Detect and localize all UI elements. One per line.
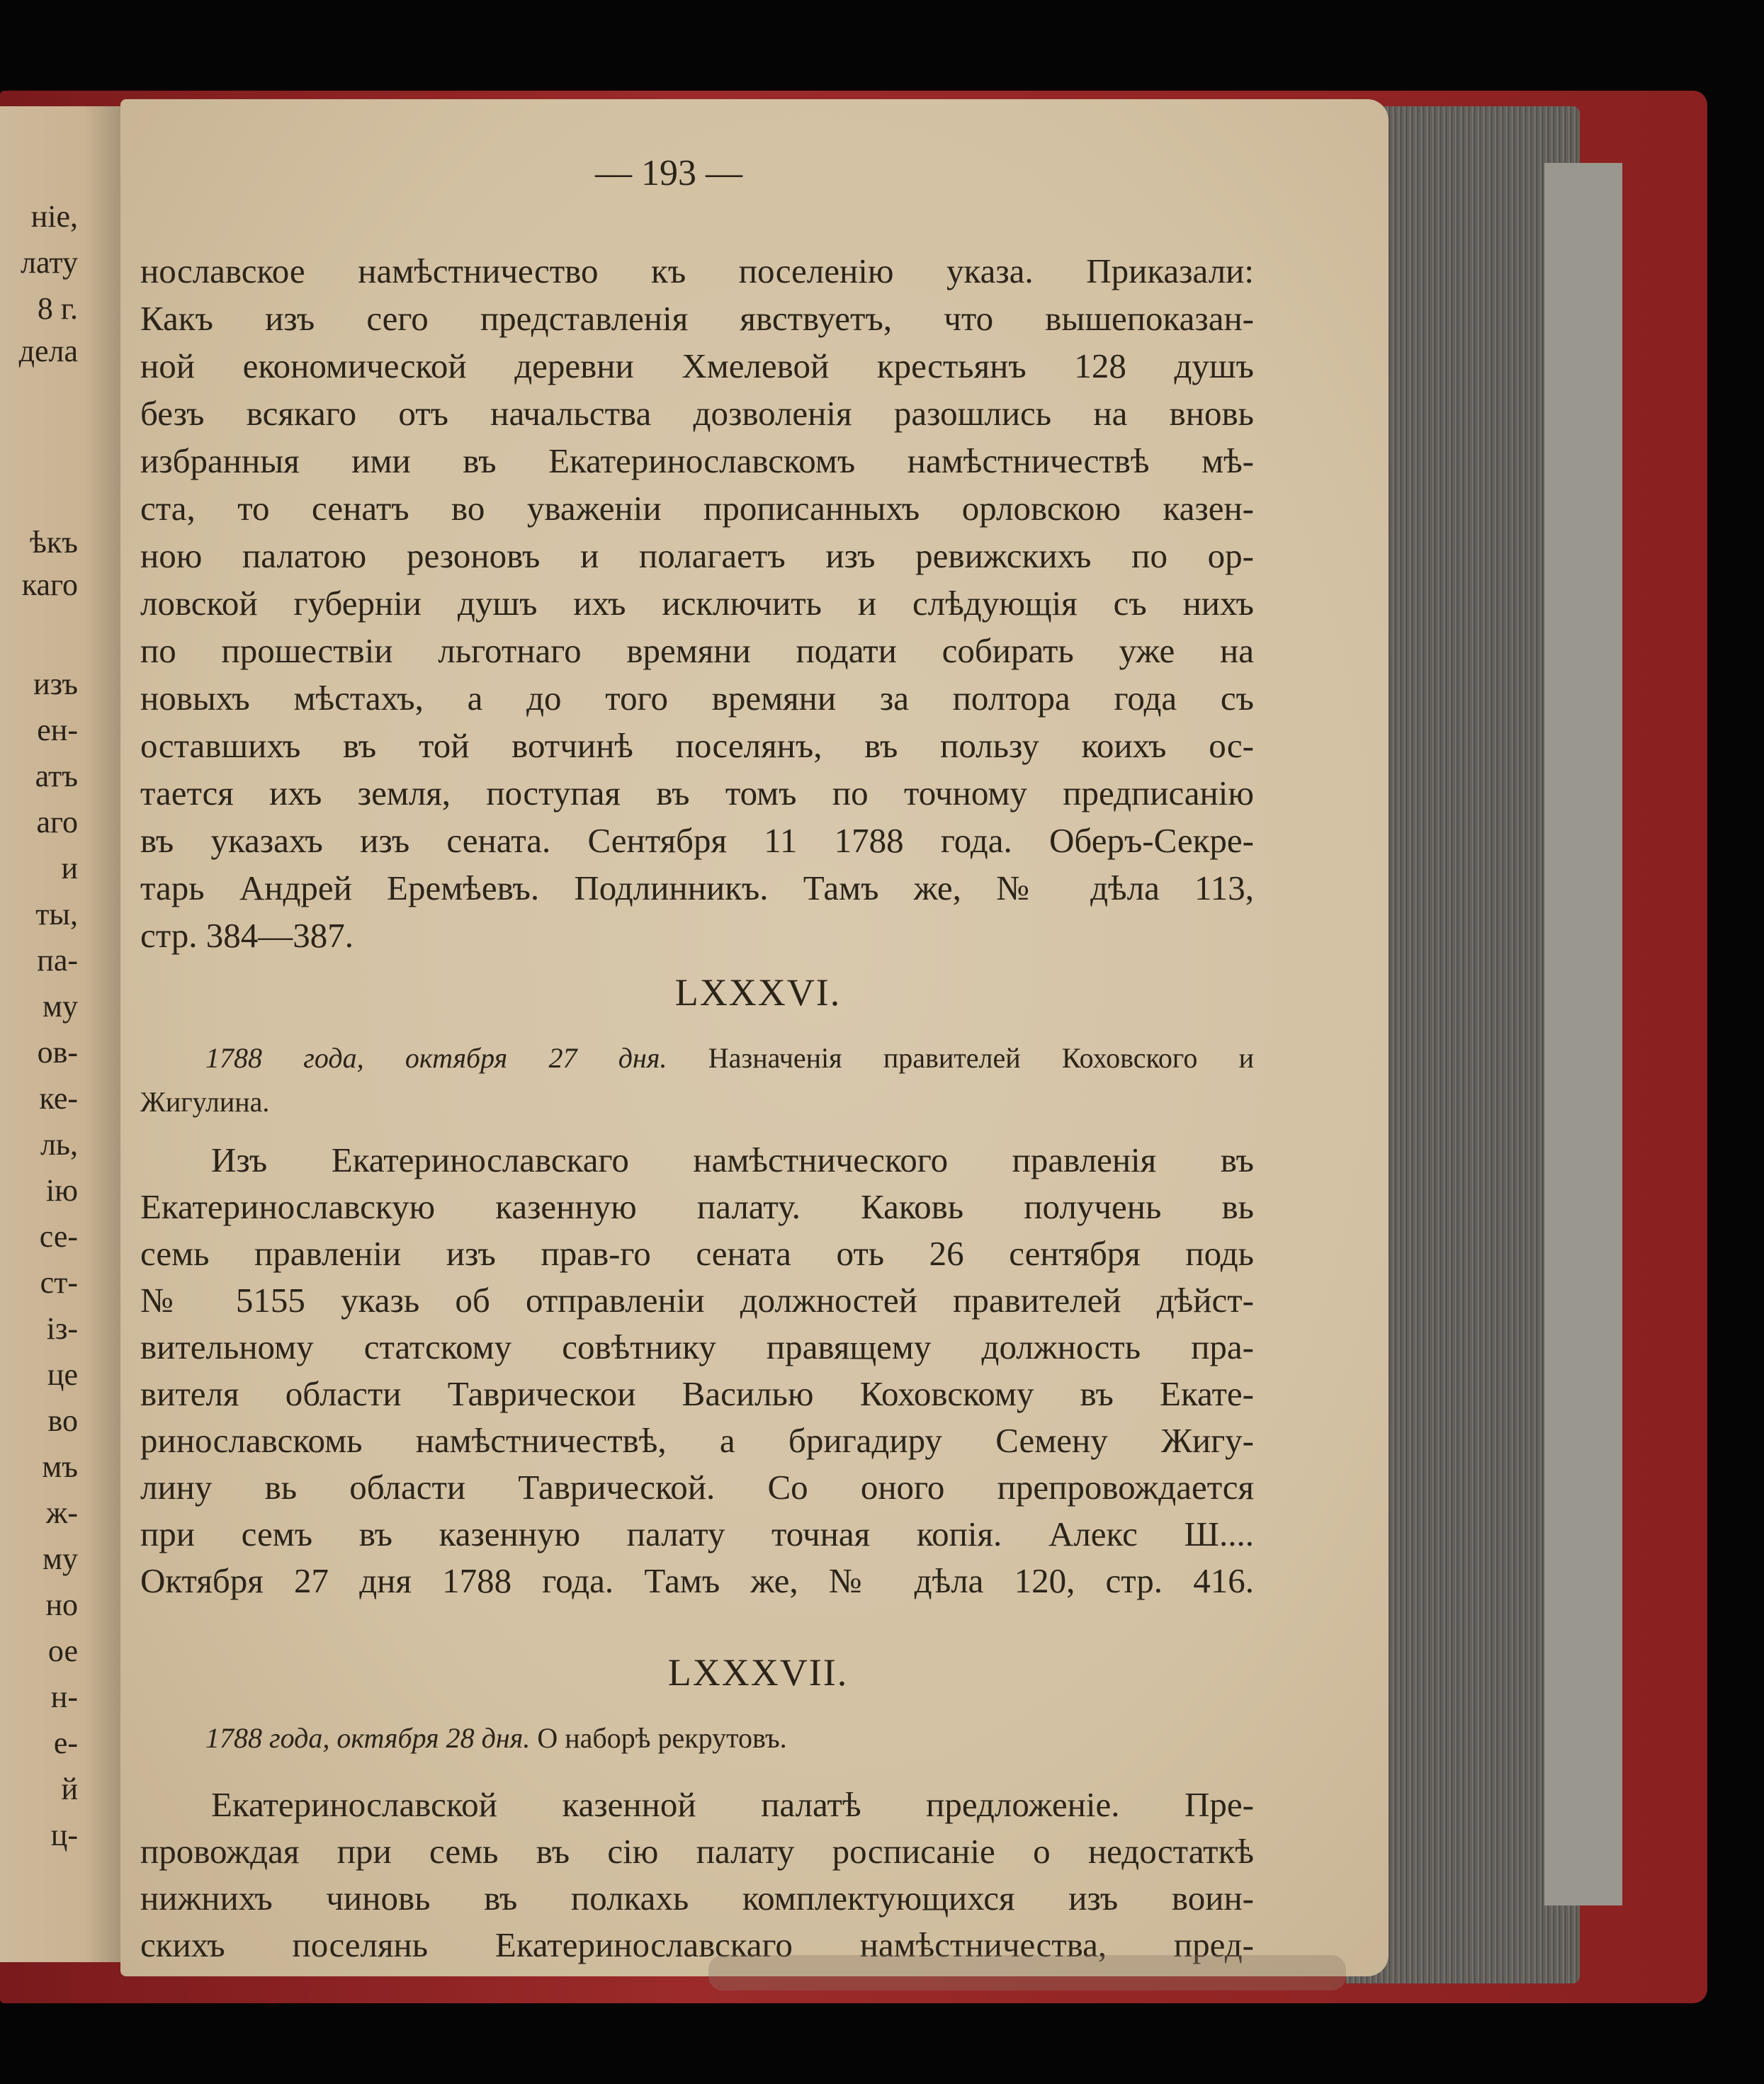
text-line: стр. 384—387. <box>140 916 354 955</box>
text-line: ной економической деревни Хмелевой крестьянъ 128 душъ <box>140 346 1254 385</box>
text-line: нославское намѣстничество къ поселенію указа. Приказали: <box>140 251 1254 290</box>
section-heading-87: LXXXVII. <box>667 1651 849 1694</box>
text-line: Какъ изъ сего представленія явствуетъ, что вышепоказан- <box>140 299 1254 338</box>
left-page-fragment: ц- <box>50 1818 78 1852</box>
text-line: вительному статскому совѣтнику правящему должность пра- <box>140 1327 1254 1366</box>
left-page-fragment: 8 г. <box>37 291 78 326</box>
left-page-fragment: атъ <box>35 759 78 793</box>
text-line: провождая при семь въ сію палату росписаніе о недостаткѣ <box>140 1832 1254 1871</box>
page-edges-inner <box>1544 163 1622 1905</box>
left-page-fragment: му <box>43 989 78 1024</box>
left-page-fragment: й <box>61 1772 78 1806</box>
left-page-fragment: ѣкъ <box>29 525 78 560</box>
section-86-summary: Назначенія правителей Коховского и <box>708 1042 1255 1074</box>
text-line: Изъ Екатеринославскаго намѣстнического правленія въ <box>211 1140 1254 1179</box>
text-line: по прошествіи льготнаго времяни подати собирать уже на <box>140 631 1254 670</box>
section-heading-86: LXXXVI. <box>674 971 842 1014</box>
left-page-fragment: із- <box>46 1311 78 1346</box>
left-page-fragment: е- <box>53 1726 78 1760</box>
text-line: лину вь области Таврической. Со оного препровождается <box>140 1468 1254 1507</box>
left-page-fragment: каго <box>21 567 78 602</box>
left-page-fragment: ов- <box>37 1035 78 1070</box>
left-page-fragment: ке- <box>39 1081 78 1116</box>
text-line: при семъ въ казенную палату точная копія. Алекс Ш.... <box>140 1514 1254 1553</box>
left-page-fragment: ен- <box>37 713 78 747</box>
left-page-fragment: и <box>61 851 78 885</box>
text-line: ловской губерніи душъ ихъ исключить и слѣдующія съ нихъ <box>140 584 1254 623</box>
left-page-fragment: дела <box>18 334 78 368</box>
left-page-fragment: му <box>43 1541 78 1576</box>
section-86-date: 1788 года, октября 27 дня. <box>205 1042 667 1074</box>
text-line: ста, то сенатъ во уваженіи прописанныхъ орловскою казен- <box>140 489 1254 528</box>
left-page-fragment: мъ <box>42 1449 78 1484</box>
text-line: тарь Андрей Еремѣевъ. Подлинникъ. Тамъ же, № дѣла 113, <box>140 868 1254 907</box>
text-line: Екатеринославскую казенную палату. Каковь получень вь <box>140 1187 1254 1226</box>
text-line: оставшихъ въ той вотчинѣ поселянъ, въ пользу коихъ ос- <box>140 726 1254 765</box>
left-page-fragment: но <box>45 1587 78 1622</box>
text-line: скихъ поселянь Екатеринославскаго намѣстничества, пред- <box>140 1925 1254 1964</box>
text-line: Екатеринославской казенной палатѣ предложеніе. Пре- <box>211 1785 1254 1824</box>
left-page-fragment: н- <box>50 1680 78 1714</box>
text-line: ною палатою резоновъ и полагаетъ изъ ревижскихъ по ор- <box>140 536 1254 575</box>
text-line: Октября 27 дня 1788 года. Тамъ же, № дѣла 120, стр. 416. <box>140 1561 1254 1600</box>
section-86-dateline <box>205 1041 1254 1075</box>
text-line: семь правленіи изъ прав-го сената оть 26 сентября подь <box>140 1234 1254 1273</box>
section-87-summary: О наборѣ рекрутовъ. <box>537 1722 787 1754</box>
page-number: — 193 — <box>595 153 742 193</box>
left-page-fragment: се- <box>39 1219 78 1254</box>
left-page-fragment: ль, <box>40 1127 78 1162</box>
text-line: вителя области Таврическои Василью Коховскому въ Екате- <box>140 1374 1254 1413</box>
text-line: безъ всякаго отъ начальства дозволенія разошлись на вновь <box>140 394 1254 433</box>
left-page-fragment: ты, <box>35 897 78 931</box>
text-line: въ указахъ изъ сената. Сентября 11 1788 года. Оберъ-Секре- <box>140 821 1254 860</box>
left-page-fragment: ніе, <box>30 199 78 234</box>
bottom-smudge <box>708 1955 1346 1990</box>
left-page-fragment: изъ <box>33 667 78 701</box>
text-line: тается ихъ земля, поступая въ томъ по точному предписанію <box>140 774 1254 812</box>
left-page-fragment: во <box>47 1403 78 1438</box>
left-page-fragment: ж- <box>45 1495 78 1530</box>
left-page-fragment: ое <box>47 1633 78 1668</box>
section-86-summary-cont: Жигулина. <box>140 1086 270 1118</box>
left-page-fragment: ію <box>45 1173 78 1208</box>
text-line: нижнихъ чиновь въ полкахь комплектующихся изъ воин- <box>140 1879 1254 1918</box>
left-page-fragment: ст- <box>40 1265 78 1300</box>
text-line: ринославскомь намѣстничествѣ, а бригадиру Семену Жигу- <box>140 1421 1254 1460</box>
left-page-fragment: аго <box>36 805 78 839</box>
section-87-dateline <box>205 1721 1254 1755</box>
left-page-fragment: це <box>47 1357 78 1392</box>
text-line: № 5155 указь об отправленіи должностей правителей дѣйст- <box>140 1281 1254 1320</box>
section-87-date: 1788 года, октября 28 дня. <box>205 1722 531 1754</box>
left-page-fragment: па- <box>37 943 78 978</box>
text-line: новыхъ мѣстахъ, а до того времяни за полтора года съ <box>140 679 1254 718</box>
text-line: избранныя ими въ Екатеринославскомъ намѣстничествѣ мѣ- <box>140 441 1254 480</box>
left-page-fragment: лату <box>21 245 78 280</box>
